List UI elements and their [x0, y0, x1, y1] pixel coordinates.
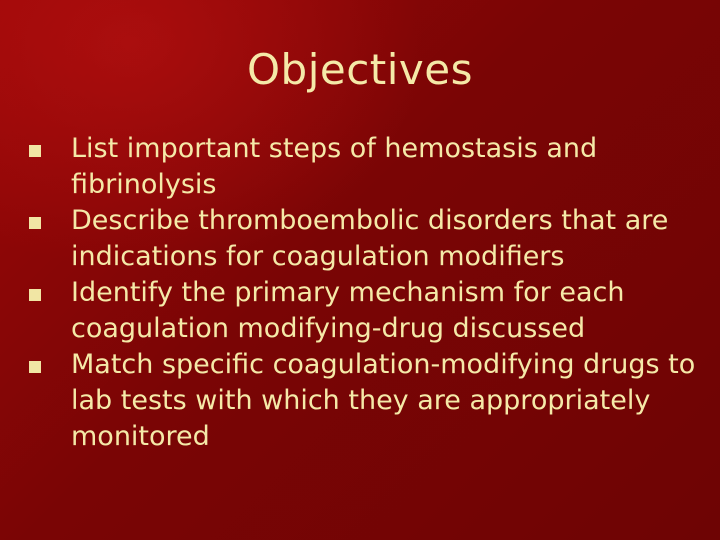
square-bullet-icon [29, 361, 41, 373]
square-bullet-icon [29, 289, 41, 301]
square-bullet-icon [29, 145, 41, 157]
objectives-list [28, 131, 708, 455]
objective-text: List important steps of hemostasis and fibrinolysis [71, 133, 598, 200]
objective-text: Identify the primary mechanism for each coagulation modifying-drug discussed [71, 277, 625, 344]
square-bullet-icon [29, 217, 41, 229]
objective-item [28, 203, 708, 275]
objective-text: Describe thromboembolic disorders that are indications for coagulation modifiers [71, 205, 669, 272]
objective-item [28, 275, 708, 347]
slide-title: Objectives [246, 45, 474, 94]
objective-item [28, 347, 708, 455]
objective-text: Match specific coagulation-modifying drugs to lab tests with which they are appropriately monitored [71, 349, 696, 452]
objective-item [28, 131, 708, 203]
